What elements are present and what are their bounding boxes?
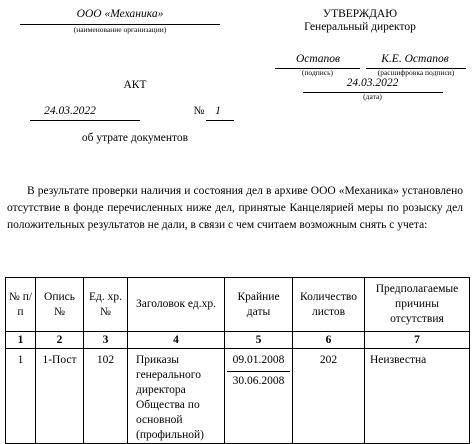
signature-value: Остапов	[295, 53, 341, 65]
cell-absence-reason: Неизвестна	[365, 349, 470, 444]
header-unit-title: Заголовок ед.хр.	[128, 278, 225, 332]
approve-date: 24.03.2022	[346, 77, 399, 89]
act-subject: об утрате документов	[81, 132, 189, 144]
act-body-text: В результате проверки наличия и состояния дел в архиве ООО «Механика» установлено отсутствие в фонде перечисленных ниже дел, принятые Канцелярией меры по розыску дел положительных результатов не дали, в связи с чем считаем возможным снять с учета:	[7, 185, 463, 231]
header-inventory: Опись №	[36, 278, 84, 332]
act-title: АКТ	[123, 79, 147, 91]
table-row	[6, 349, 470, 444]
cell-date-range	[225, 349, 293, 444]
act-date: 24.03.2022	[44, 105, 96, 117]
signature-decode-value: К.Е. Остапов	[381, 53, 449, 65]
organization-caption: (наименование организации)	[73, 25, 167, 34]
column-number: 2	[36, 332, 84, 349]
act-number-label: №	[193, 105, 205, 117]
approve-title: УТВЕРЖДАЮ	[322, 8, 398, 20]
signature-caption: (подпись)	[301, 68, 334, 77]
cell-unit-number: 102	[84, 349, 128, 444]
cell-unit-title: Приказы генерального директора Общества по основной (профильной)	[128, 349, 225, 444]
cell-date-start: 09.01.2008	[232, 354, 285, 366]
cell-date-end: 30.06.2008	[232, 375, 285, 387]
column-number: 3	[84, 332, 128, 349]
signature-decode-caption: (расшифровка подписи)	[377, 68, 455, 77]
act-date-underline	[30, 120, 140, 121]
cell-sheet-count: 202	[293, 349, 365, 444]
organization-name: ООО «Механика»	[76, 8, 164, 20]
header-absence-reason: Предполагаемые причины отсутствия	[365, 278, 470, 332]
cell-row-number: 1	[6, 349, 36, 444]
column-number: 5	[225, 332, 293, 349]
approve-date-caption: (дата)	[363, 92, 382, 101]
column-number: 7	[365, 332, 470, 349]
date-divider	[227, 371, 290, 372]
column-number: 4	[128, 332, 225, 349]
header-row-number: № п/п	[6, 278, 36, 332]
lost-documents-table	[5, 277, 470, 444]
column-number: 1	[6, 332, 36, 349]
header-date-range: Крайние даты	[225, 278, 293, 332]
approve-position: Генеральный директор	[304, 21, 416, 33]
column-number: 6	[293, 332, 365, 349]
act-number: 1	[215, 105, 221, 117]
act-number-underline	[206, 120, 234, 121]
header-unit-number: Ед. хр. №	[84, 278, 128, 332]
header-sheet-count: Количество листов	[293, 278, 365, 332]
cell-inventory: 1-Пост	[36, 349, 84, 444]
